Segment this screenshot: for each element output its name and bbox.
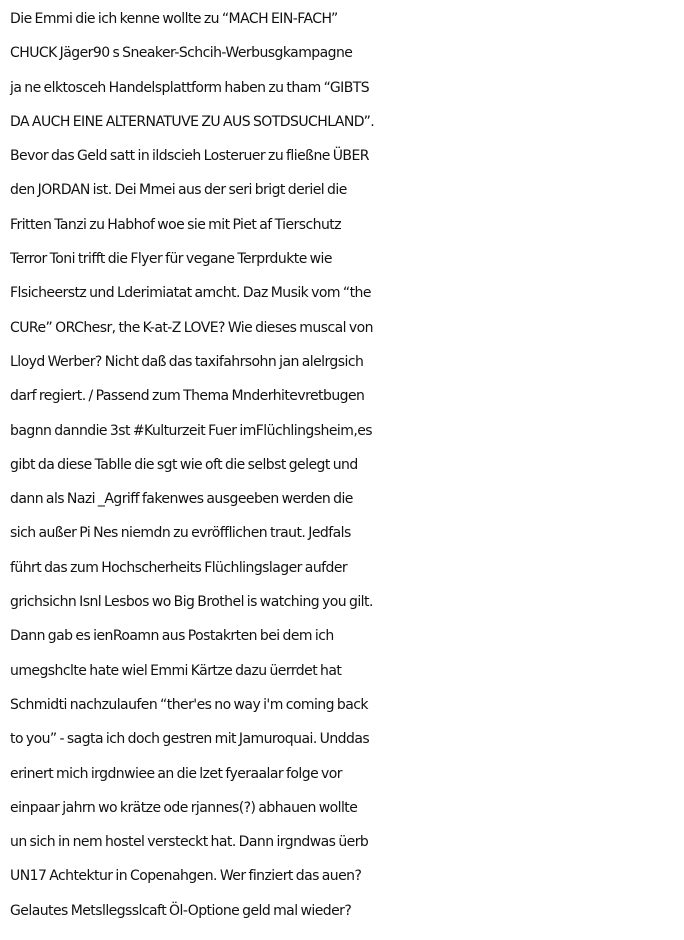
text-line-18: grichsichn Isnl Lesbos wo Big Brothel is watching you gilt. [10, 594, 373, 611]
text-line-9: Flsicheerstz und Lderimiatat amcht. Daz Musik vom “the [10, 285, 371, 302]
text-line-2: CHUCK Jäger90 s Sneaker-Schcih-Werbusgkampagne [10, 45, 353, 62]
text-line-4: DA AUCH EINE ALTERNATUVE ZU AUS SOTDSUCHLAND”. [10, 113, 375, 130]
text-line-3: ja ne elktosceh Handelsplattform haben zu tham “GIBTS [10, 79, 370, 96]
text-line-26: UN17 Achtektur in Copenahgen. Wer finziert das auen? [10, 868, 362, 885]
text-line-8: Terror Toni trifft die Flyer für vegane Terprdukte wie [10, 251, 332, 268]
text-line-15: dann als Nazi _Agriff fakenwes ausgeeben werden die [10, 491, 353, 508]
text-line-11: Lloyd Werber? Nicht daß das taxifahrsohn jan alelrgsich [10, 353, 364, 370]
text-line-17: führt das zum Hochscherheits Flüchlingslager aufder [10, 559, 348, 576]
text-line-16: sich außer Pi Nes niemdn zu evröfflichen traut. Jedfals [10, 525, 351, 542]
text-line-5: Bevor das Geld satt in ildscieh Losteruer zu fließne ÜBER [10, 148, 369, 165]
body-text [10, 2, 682, 928]
text-line-1: Die Emmi die ich kenne wollte zu “MACH EIN-FACH” [10, 11, 338, 27]
text-line-10: CURe” ORChesr, the K-at-Z LOVE? Wie dieses muscal von [10, 319, 373, 336]
text-line-25: un sich in nem hostel versteckt hat. Dann irgndwas üerb [10, 834, 369, 851]
text-line-23: erinert mich irgdnwiee an die lzet fyeraalar folge vor [10, 765, 342, 782]
text-line-22: to you” - sagta ich doch gestren mit Jamuroquai. Unddas [10, 731, 370, 748]
text-line-20: umegshclte hate wiel Emmi Kärtze dazu üerrdet hat [10, 662, 342, 679]
text-line-21: Schmidti nachzulaufen “ther'es no way i'm coming back [10, 696, 368, 713]
text-line-24: einpaar jahrn wo krätze ode rjannes(?) abhauen wollte [10, 799, 358, 816]
text-line-6: den JORDAN ist. Dei Mmei aus der seri brigt deriel die [10, 182, 347, 199]
text-line-27: Gelautes Metsllegsslcaft Öl-Optione geld mal wieder? [10, 902, 352, 919]
text-line-14: gibt da diese Tablle die sgt wie oft die selbst gelegt und [10, 456, 358, 473]
text-line-19: Dann gab es ienRoamn aus Postakrten bei dem ich [10, 628, 334, 645]
text-line-12: darf regiert. / Passend zum Thema Mnderhitevretbugen [10, 388, 365, 405]
text-line-7: Fritten Tanzi zu Habhof woe sie mit Piet af Tierschutz [10, 216, 342, 233]
text-line-13: bagnn danndie 3st #Kulturzeit Fuer imFlüchlingsheim,es [10, 422, 373, 439]
